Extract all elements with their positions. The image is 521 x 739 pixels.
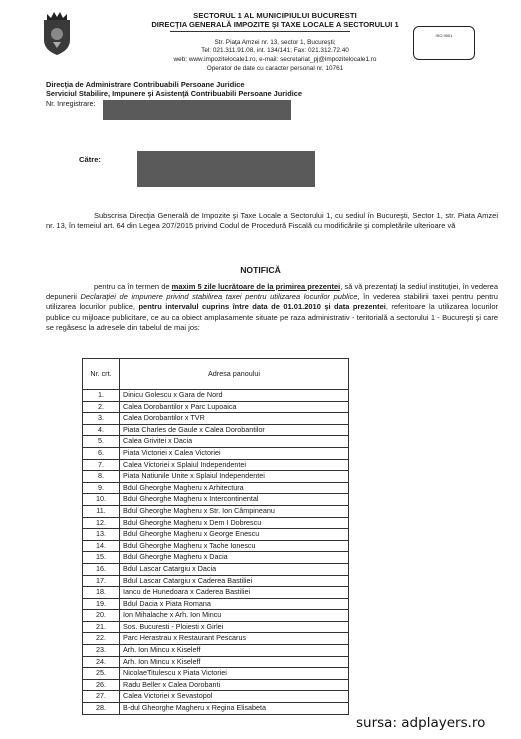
- body-deadline: maxim 5 zile lucrătoare de la primirea prezentei: [171, 282, 341, 291]
- table-row: [83, 413, 349, 425]
- column-header-address: Adresa panoului: [120, 359, 349, 390]
- table-row: [83, 517, 349, 529]
- row-number: 16.: [83, 563, 120, 575]
- row-address: Bdul Gheorghe Magheru x Str. Ion Câmpineanu: [120, 505, 349, 517]
- row-number: 20.: [83, 610, 120, 622]
- notice-title: NOTIFICĂ: [240, 265, 281, 275]
- header-divider: [170, 31, 350, 32]
- row-number: 17.: [83, 575, 120, 587]
- table-row: [83, 598, 349, 610]
- body-text-1: pentru ca în termen de: [94, 282, 172, 291]
- row-address: Bdul Gheorghe Magheru x George Enescu: [120, 529, 349, 541]
- row-number: 15.: [83, 552, 120, 564]
- recipient-label: Către:: [79, 155, 101, 164]
- table-row: [83, 563, 349, 575]
- row-address: Bdul Gheorghe Magheru x Dem I Dobrescu: [120, 517, 349, 529]
- row-number: 2.: [83, 401, 120, 413]
- row-address: NicolaeTitulescu x Piata Victoriei: [120, 668, 349, 680]
- header-web: web: www.impozitelocale1.ro, e-mail: secretariat_pj@impozitelocale1.ro: [173, 56, 377, 63]
- row-number: 5.: [83, 436, 120, 448]
- iso-logo-text: ISO 9001: [435, 33, 453, 38]
- body-text-4: , referitoare la utilizarea locurilor publice cu mijloace publicitare, ce au ca obiect amplasamente situate pe raza administrativ - teritorială a sectorului 1 - Bucureşti şi care se regăsesc la adresele din tabelul de mai jos:: [46, 302, 498, 332]
- row-address: Parc Herastrau x Restaurant Pescarus: [120, 633, 349, 645]
- row-address: Bdul Gheorghe Magheru x Arhitectura: [120, 482, 349, 494]
- row-number: 13.: [83, 529, 120, 541]
- row-address: Arh. Ion Mincu x Kiseleff: [120, 645, 349, 657]
- row-address: Ion Mihalache x Arh. Ion Mincu: [120, 610, 349, 622]
- row-number: 24.: [83, 656, 120, 668]
- table-header-row: [83, 359, 349, 390]
- row-address: Calea Dorobantilor x Parc Lupoaica: [120, 401, 349, 413]
- body-declaration-name: Declaraţiei de impunere privind stabilirea taxei pentru utilizarea locurilor publice: [80, 292, 358, 302]
- row-address: Bdul Gheorghe Magheru x Intercontinental: [120, 494, 349, 506]
- row-number: 19.: [83, 598, 120, 610]
- table-row: [83, 679, 349, 691]
- row-address: Bdul Gheorghe Magheru x Dacia: [120, 552, 349, 564]
- header-operator: Operator de date cu caracter personal nr. 10761: [206, 65, 344, 72]
- table-row: [83, 668, 349, 680]
- table-row: [83, 424, 349, 436]
- table-row: [83, 459, 349, 471]
- table-row: [83, 482, 349, 494]
- coat-of-arms-logo: [40, 10, 74, 56]
- redacted-registration-number: [103, 100, 291, 120]
- row-address: Bdul Lascar Catargiu x Caderea Bastiliei: [120, 575, 349, 587]
- row-number: 6.: [83, 447, 120, 459]
- row-number: 4.: [83, 424, 120, 436]
- table-row: [83, 587, 349, 599]
- body-text-2: , să vă prezentaţi la sediul instituţiei, în vederea depunerii: [46, 282, 499, 302]
- row-address: Arh. Ion Mincu x Kiseleff: [120, 656, 349, 668]
- row-address: Bdul Dacia x Piata Romana: [120, 598, 349, 610]
- notice-body: [46, 282, 498, 333]
- service-name: Serviciul Stabilire, Impunere şi Asistenţă Contribuabili Persoane Juridice: [46, 89, 303, 98]
- row-number: 10.: [83, 494, 120, 506]
- row-address: Dinicu Golescu x Gara de Nord: [120, 390, 349, 402]
- row-number: 12.: [83, 517, 120, 529]
- row-address: B-dul Gheorghe Magheru x Regina Elisabeta: [120, 703, 349, 715]
- row-number: 22.: [83, 633, 120, 645]
- row-address: Calea Dorobantilor x TVR: [120, 413, 349, 425]
- row-number: 26.: [83, 679, 120, 691]
- row-address: Calea Victoriei x Splaiul Independentei: [120, 459, 349, 471]
- table-row: [83, 645, 349, 657]
- header-phone: Tel: 021.311.91.08, int. 134/141; Fax: 021.312.72.40: [201, 47, 349, 54]
- row-number: 27.: [83, 691, 120, 703]
- registration-number-label: Nr. Inregistrare:: [46, 99, 96, 108]
- table-row: [83, 390, 349, 402]
- table-row: [83, 610, 349, 622]
- row-number: 8.: [83, 471, 120, 483]
- row-address: Sos. Bucuresti - Ploiesti x Girlei: [120, 621, 349, 633]
- table-row: [83, 691, 349, 703]
- intro-paragraph: Subscrisa Direcţia Generală de Impozite şi Taxe Locale a Sectorului 1, cu sediul în Bucureşti, Sector 1, str. Piata Amzei nr. 13, în temeiul art. 64 din Legea 207/2015 privind Codul de Procedură Fiscală cu modificările şi completările ulterioare vă: [46, 211, 498, 231]
- table-row: [83, 401, 349, 413]
- row-number: 9.: [83, 482, 120, 494]
- row-address: Iancu de Hunedoara x Caderea Bastiliei: [120, 587, 349, 599]
- row-number: 3.: [83, 413, 120, 425]
- table-row: [83, 621, 349, 633]
- row-number: 21.: [83, 621, 120, 633]
- row-address: Radu Beller x Calea Dorobanti: [120, 679, 349, 691]
- redacted-recipient: [137, 151, 315, 187]
- row-address: Calea Victoriei x Sevastopol: [120, 691, 349, 703]
- body-interval: pentru intervalul cuprins între data de 01.01.2010 şi data prezentei: [138, 302, 386, 312]
- table-row: [83, 656, 349, 668]
- source-caption: sursa: adplayers.ro: [356, 715, 486, 731]
- table-row: [83, 505, 349, 517]
- row-number: 23.: [83, 645, 120, 657]
- table-row: [83, 447, 349, 459]
- table-row: [83, 471, 349, 483]
- table-row: [83, 436, 349, 448]
- row-number: 14.: [83, 540, 120, 552]
- row-address: Calea Grivitei x Dacia: [120, 436, 349, 448]
- row-address: Piata Natiunile Unite x Splaiul Independentei: [120, 471, 349, 483]
- row-number: 7.: [83, 459, 120, 471]
- table-row: [83, 575, 349, 587]
- row-number: 11.: [83, 505, 120, 517]
- table-row: [83, 540, 349, 552]
- row-address: Bdul Gheorghe Magheru x Tache Ionescu: [120, 540, 349, 552]
- table-row: [83, 494, 349, 506]
- table-row: [83, 529, 349, 541]
- table-row: [83, 633, 349, 645]
- row-number: 1.: [83, 390, 120, 402]
- row-number: 25.: [83, 668, 120, 680]
- billboard-address-table: [82, 358, 349, 715]
- department-name: Direcţia de Administrare Contribuabili Persoane Juridice: [46, 80, 245, 89]
- row-address: Piata Charles de Gaule x Calea Dorobantilor: [120, 424, 349, 436]
- header-title: SECTORUL 1 AL MUNICIPIULUI BUCURESTI: [193, 11, 357, 20]
- row-number: 28.: [83, 703, 120, 715]
- row-address: Bdul Lascar Catargiu x Dacia: [120, 563, 349, 575]
- table-row: [83, 552, 349, 564]
- table-row: [83, 703, 349, 715]
- body-text-3: , în vederea stabilirii taxei pentru pentru utilizarea locurilor publice,: [46, 292, 498, 312]
- header-address: Str. Piaţa Amzei nr. 13, sector 1, Bucureşti;: [214, 39, 336, 46]
- row-address: Piata Victoriei x Calea Victoriei: [120, 447, 349, 459]
- header-subtitle: DIRECŢIA GENERALĂ IMPOZITE ŞI TAXE LOCALE A SECTORULUI 1: [151, 20, 399, 29]
- row-number: 18.: [83, 587, 120, 599]
- column-header-number: Nr. crt.: [83, 359, 120, 390]
